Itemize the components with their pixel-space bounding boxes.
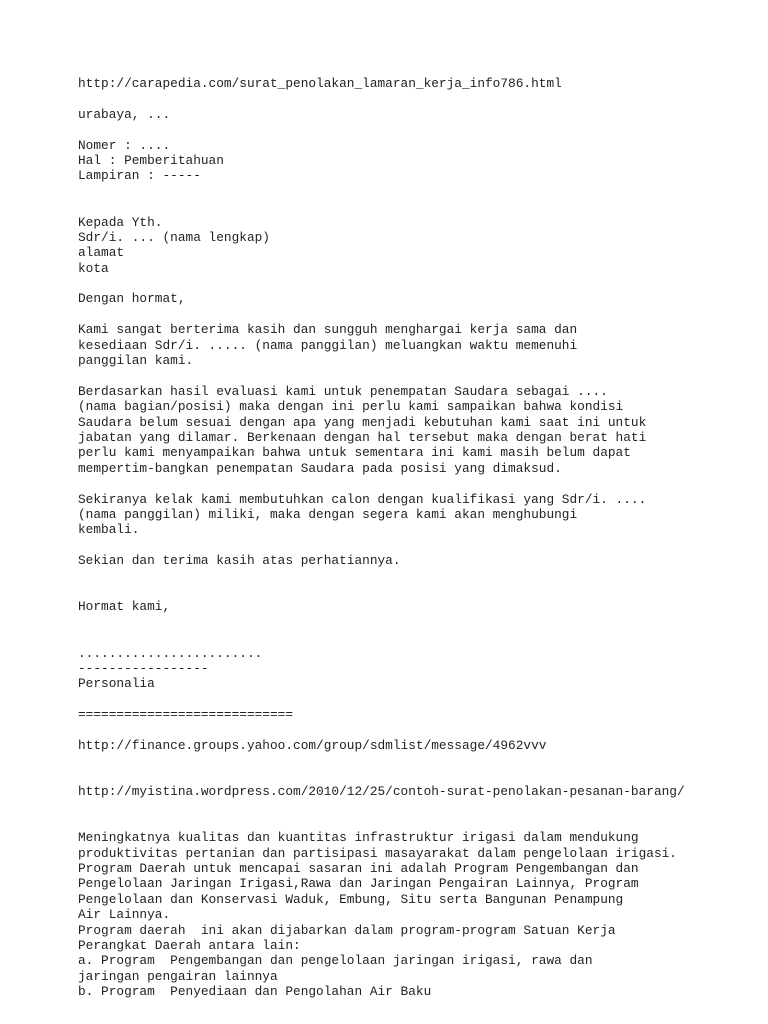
blank-line <box>78 615 758 646</box>
text-line: Sekiranya kelak kami membutuhkan calon dengan kualifikasi yang Sdr/i. .... <box>78 491 647 507</box>
blank-line <box>78 91 758 106</box>
text-line: mempertim-bangkan penempatan Saudara pada posisi yang dimaksud. <box>78 460 562 476</box>
text-line: ----------------- <box>78 660 209 676</box>
blank-line <box>78 307 758 322</box>
url-text-line: http://myistina.wordpress.com/2010/12/25/contoh-surat-penolakan-pesanan-barang/ <box>78 784 685 800</box>
blank-line <box>78 569 758 600</box>
text-line: Saudara belum sesuai dengan apa yang menjadi kebutuhan kami saat ini untuk <box>78 414 647 430</box>
text-line: Dengan hormat, <box>78 291 186 307</box>
text-line: Nomer : .... <box>78 137 171 153</box>
document-body <box>78 76 758 1000</box>
text-line: (nama panggilan) miliki, maka dengan segera kami akan menghubungi <box>78 506 578 522</box>
text-line: Pengelolaan dan Konservasi Waduk, Embung, Situ serta Bangunan Penampung <box>78 891 624 907</box>
blank-line <box>78 692 758 707</box>
text-line: kesediaan Sdr/i. ..... (nama panggilan) meluangkan waktu memenuhi <box>78 337 578 353</box>
text-line: (nama bagian/posisi) maka dengan ini perlu kami sampaikan bahwa kondisi <box>78 399 624 415</box>
text-line: Air Lainnya. <box>78 907 171 923</box>
text-line: Program Daerah untuk mencapai sasaran ini adalah Program Pengembangan dan <box>78 861 639 876</box>
text-line: Hal : Pemberitahuan <box>78 152 224 168</box>
url-text-line: http://finance.groups.yahoo.com/group/sdmlist/message/4962vvv <box>78 737 547 753</box>
text-line: produktivitas pertanian dan partisipasi masayarakat dalam pengelolaan irigasi. <box>78 845 677 861</box>
text-line: Perangkat Daerah antara lain: <box>78 937 301 953</box>
text-line: a. Program Pengembangan dan pengelolaan jaringan irigasi, rawa dan <box>78 953 593 969</box>
text-line: Personalia <box>78 676 155 692</box>
text-line: jabatan yang dilamar. Berkenaan dengan hal tersebut maka dengan berat hati <box>78 430 647 445</box>
text-line: Sekian dan terima kasih atas perhatiannya. <box>78 553 401 569</box>
text-line: alamat <box>78 245 125 261</box>
text-line: kota <box>78 260 109 276</box>
text-line: b. Program Penyediaan dan Pengolahan Air Baku <box>78 984 432 1000</box>
text-line: Kepada Yth. <box>78 214 163 230</box>
blank-line <box>78 538 758 553</box>
blank-line <box>78 122 758 137</box>
blank-line <box>78 753 758 784</box>
text-line: Lampiran : ----- <box>78 168 201 184</box>
blank-line <box>78 476 758 491</box>
blank-line <box>78 276 758 291</box>
text-line: perlu kami menyampaikan bahwa untuk sementara ini kami masih belum dapat <box>78 445 631 461</box>
blank-line <box>78 368 758 383</box>
text-line: Kami sangat berterima kasih dan sungguh menghargai kerja sama dan <box>78 322 578 338</box>
text-line: Hormat kami, <box>78 599 171 615</box>
url-text-line: http://carapedia.com/surat_penolakan_lamaran_kerja_info786.html <box>78 76 562 91</box>
text-line: panggilan kami. <box>78 353 194 369</box>
text-line: kembali. <box>78 522 140 538</box>
text-line: jaringan pengairan lainnya <box>78 968 278 984</box>
text-line: Berdasarkan hasil evaluasi kami untuk penempatan Saudara sebagai .... <box>78 383 608 399</box>
text-line: ============================ <box>78 707 294 723</box>
blank-line <box>78 722 758 737</box>
text-line: Meningkatnya kualitas dan kuantitas infrastruktur irigasi dalam mendukung <box>78 830 639 846</box>
text-line: urabaya, ... <box>78 106 171 122</box>
blank-line <box>78 184 758 215</box>
text-line: Pengelolaan Jaringan Irigasi,Rawa dan Jaringan Pengairan Lainnya, Program <box>78 876 639 892</box>
text-line: Sdr/i. ... (nama lengkap) <box>78 229 270 245</box>
blank-line <box>78 799 758 830</box>
text-line: Program daerah ini akan dijabarkan dalam program-program Satuan Kerja <box>78 922 616 938</box>
text-line: ........................ <box>78 645 263 661</box>
